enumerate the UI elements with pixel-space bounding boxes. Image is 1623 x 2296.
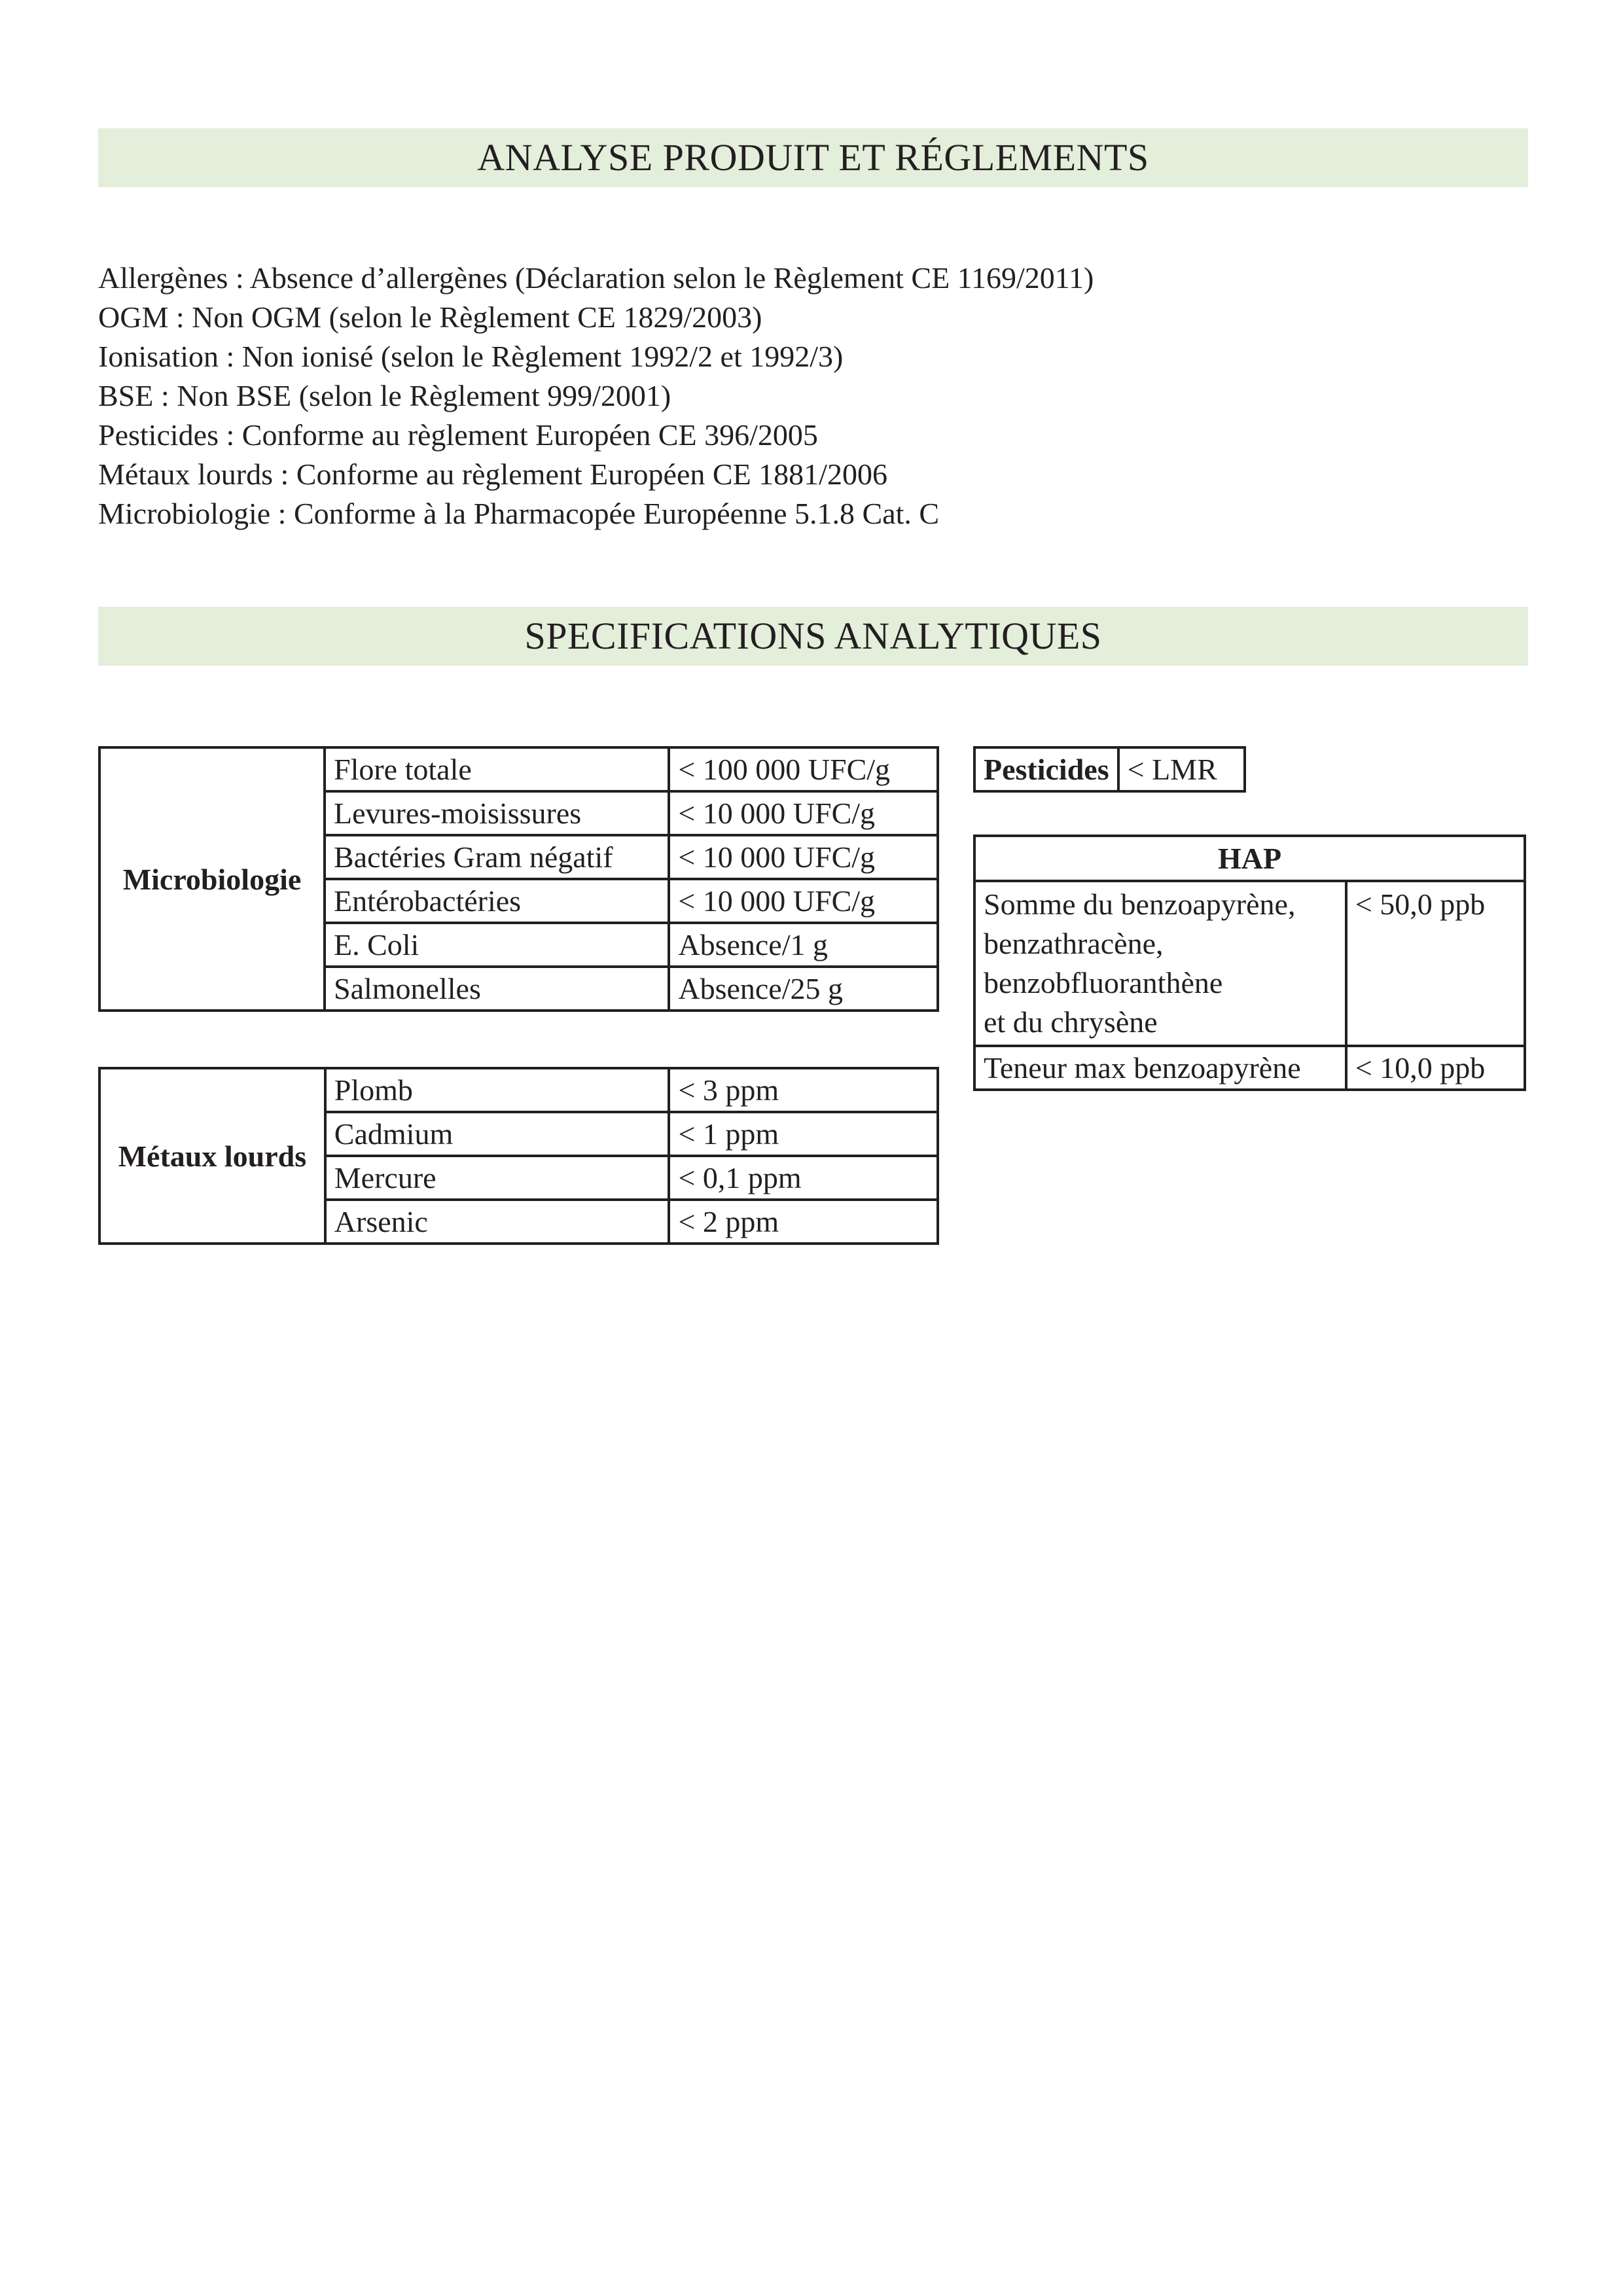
parameter-value: < 0,1 ppm [669,1156,938,1200]
parameter-value: < 10 000 UFC/g [669,835,938,879]
parameter-value: < 10,0 ppb [1346,1046,1525,1090]
hap-table [973,834,1526,1091]
metaux-lourds-table [98,1067,939,1245]
parameter-name-line: benzobfluoranthène [984,966,1223,999]
parameter-name: Flore totale [325,747,669,791]
microbiologie-label: Microbiologie [99,747,325,1011]
section-title-analyse: ANALYSE PRODUIT ET RÉGLEMENTS [98,128,1528,187]
table-header-row [974,836,1525,881]
parameter-name: Teneur max benzoapyrène [974,1046,1346,1090]
parameter-value: Absence/25 g [669,967,938,1011]
parameter-name: Mercure [325,1156,669,1200]
regulation-line: Microbiologie : Conforme à la Pharmacopée Européenne 5.1.8 Cat. C [98,497,940,530]
hap-title: HAP [974,836,1525,881]
parameter-name [974,881,1346,1046]
parameter-value: < 100 000 UFC/g [669,747,938,791]
metaux-lourds-label: Métaux lourds [99,1068,325,1244]
parameter-value: < 1 ppm [669,1112,938,1156]
table-row [99,747,938,791]
parameter-name-line: benzathracène, [984,927,1164,960]
parameter-name: Salmonelles [325,967,669,1011]
parameter-name: Bactéries Gram négatif [325,835,669,879]
pesticides-label: Pesticides [974,747,1118,791]
regulation-line: OGM : Non OGM (selon le Règlement CE 1829/2003) [98,300,762,334]
parameter-name: E. Coli [325,923,669,967]
table-row [974,1046,1525,1090]
parameter-name: Cadmium [325,1112,669,1156]
parameter-value: < 50,0 ppb [1346,881,1525,1046]
parameter-name: Levures-moisissures [325,791,669,835]
regulation-line: Métaux lourds : Conforme au règlement Européen CE 1881/2006 [98,457,887,491]
parameter-value: < 2 ppm [669,1200,938,1244]
parameter-value: Absence/1 g [669,923,938,967]
regulation-line: Allergènes : Absence d’allergènes (Déclaration selon le Règlement CE 1169/2011) [98,261,1094,295]
pesticides-value: < LMR [1118,747,1245,791]
section-title-specifications: SPECIFICATIONS ANALYTIQUES [98,607,1528,666]
parameter-name: Arsenic [325,1200,669,1244]
regulation-line: Pesticides : Conforme au règlement Européen CE 396/2005 [98,418,818,452]
regulation-line: Ionisation : Non ionisé (selon le Règlement 1992/2 et 1992/3) [98,340,844,373]
parameter-value: < 10 000 UFC/g [669,791,938,835]
regulation-list [98,259,1094,533]
microbiologie-table [98,746,939,1012]
regulation-line: BSE : Non BSE (selon le Règlement 999/2001) [98,379,671,412]
pesticides-table [973,746,1246,793]
table-row [974,747,1245,791]
parameter-name-line: Somme du benzoapyrène, [984,888,1296,921]
parameter-name: Entérobactéries [325,879,669,923]
parameter-value: < 10 000 UFC/g [669,879,938,923]
parameter-name-line: et du chrysène [984,1005,1158,1039]
table-row [974,881,1525,1046]
table-row [99,1068,938,1112]
parameter-value: < 3 ppm [669,1068,938,1112]
parameter-name: Plomb [325,1068,669,1112]
